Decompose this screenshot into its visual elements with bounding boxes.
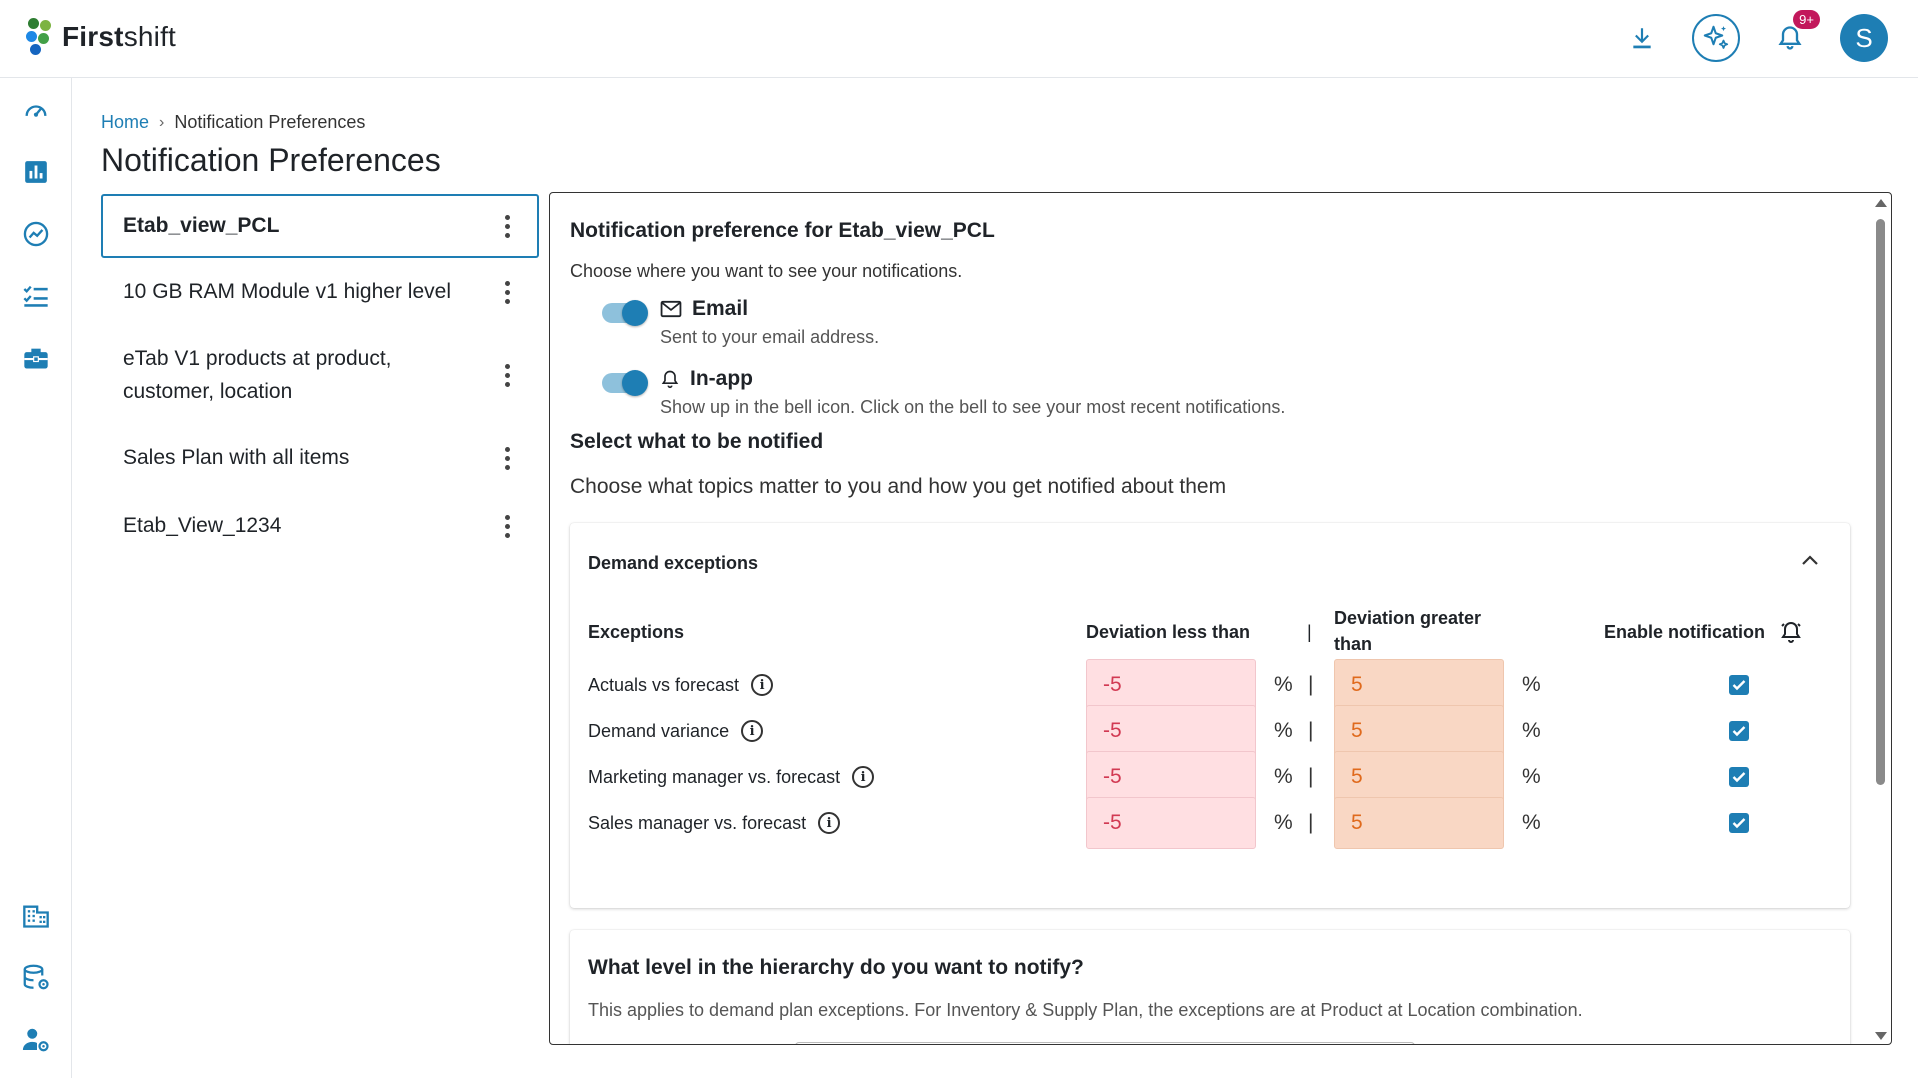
exception-row [570,659,1850,711]
nav-portfolio[interactable] [18,340,54,376]
view-item-label: Etab_View_1234 [123,514,282,537]
percent-label: % [1522,719,1541,742]
info-icon[interactable]: i [852,766,874,788]
exception-row [570,705,1850,757]
briefcase-icon [22,344,50,372]
chevron-up-icon [1800,553,1820,567]
bar-chart-icon [23,159,49,185]
checklist-icon [22,282,50,310]
enable-notification-checkbox[interactable] [1729,767,1749,787]
exception-label: Marketing manager vs. forecast [588,766,841,787]
top-bar [0,0,1918,78]
firstshift-logo[interactable] [26,16,176,58]
inapp-toggle[interactable] [602,373,646,393]
preferences-title: Notification preference for Etab_view_PCL [570,219,995,242]
left-nav-rail [0,78,72,1078]
enable-notification-header: Enable notification [1604,619,1803,645]
page-title: Notification Preferences [101,142,441,178]
view-item[interactable] [101,424,539,492]
percent-label: % [1274,719,1293,742]
more-options-icon[interactable] [497,515,517,538]
scroll-down-arrow-icon[interactable] [1875,1032,1887,1040]
channel-description: Choose where you want to see your notifications. [570,261,963,281]
divider: | [1308,811,1314,834]
more-options-icon[interactable] [497,215,517,238]
logo-mark-icon [26,16,56,58]
email-label: Email [692,297,749,320]
deviation-less-input[interactable]: -5 [1086,659,1256,711]
more-options-icon[interactable] [497,364,517,387]
inapp-channel [602,367,1285,418]
sparkles-icon [1701,23,1731,53]
inapp-description: Show up in the bell icon. Click on the bell to see your most recent notifications. [660,397,1286,417]
demand-exceptions-title: Demand exceptions [588,553,759,573]
view-item-label: eTab V1 products at product, customer, location [123,347,392,403]
download-icon [1629,25,1655,51]
breadcrumb-current: Notification Preferences [174,112,366,132]
notification-count-badge: 9+ [1793,10,1820,29]
deviation-greater-input[interactable]: 5 [1334,797,1504,849]
more-options-icon[interactable] [497,447,517,470]
notifications-button[interactable] [1766,14,1814,62]
deviation-greater-input[interactable]: 5 [1334,659,1504,711]
demand-exceptions-card [570,523,1850,908]
hierarchy-card [570,930,1850,1045]
select-notified-title: Select what to be notified [570,430,824,453]
bell-icon [660,368,680,390]
enable-notification-checkbox[interactable] [1729,675,1749,695]
view-item[interactable] [101,258,539,326]
collapse-button[interactable] [1800,553,1820,572]
enable-notification-checkbox[interactable] [1729,813,1749,833]
speedometer-icon [22,96,50,124]
percent-label: % [1522,811,1541,834]
more-options-icon[interactable] [497,281,517,304]
email-channel [602,297,879,348]
exception-label: Sales manager vs. forecast [588,812,807,833]
email-toggle[interactable] [602,303,646,323]
divider: | [1308,765,1314,788]
breadcrumb [101,112,365,133]
info-icon[interactable]: i [818,812,840,834]
download-button[interactable] [1618,14,1666,62]
breadcrumb-home-link[interactable]: Home [101,112,150,132]
deviation-less-input[interactable]: -5 [1086,705,1256,757]
view-item-label: Sales Plan with all items [123,446,350,469]
view-item[interactable] [101,194,539,258]
view-item[interactable] [101,326,539,424]
exception-row [570,751,1850,803]
info-icon[interactable]: i [741,720,763,742]
panel-scrollbar[interactable] [1869,193,1891,1045]
view-item[interactable] [101,492,539,560]
inapp-label: In-app [690,367,753,390]
select-notified-description: Choose what topics matter to you and how you get notified about them [570,475,1227,498]
building-icon [22,902,50,930]
exceptions-column-header: Exceptions [588,622,685,642]
hierarchy-level-select[interactable] [795,1042,1415,1045]
view-item-label: Etab_view_PCL [123,214,280,237]
view-item-label: 10 GB RAM Module v1 higher level [123,280,451,303]
mail-icon [660,300,682,318]
nav-organization[interactable] [18,898,54,934]
deviation-greater-input[interactable]: 5 [1334,751,1504,803]
breadcrumb-separator: › [159,113,165,131]
nav-tasks[interactable] [18,278,54,314]
database-settings-icon [21,963,51,993]
trend-icon [22,220,50,248]
preferences-panel [549,192,1892,1045]
percent-label: % [1522,673,1541,696]
percent-label: % [1274,765,1293,788]
deviation-less-input[interactable]: -5 [1086,797,1256,849]
exception-label: Demand variance [588,720,730,741]
deviation-less-header: Deviation less than [1086,622,1251,642]
divider: | [1308,673,1314,696]
exception-row [570,797,1850,849]
nav-dashboard[interactable] [18,92,54,128]
deviation-less-input[interactable]: -5 [1086,751,1256,803]
exception-label: Actuals vs forecast [588,674,740,695]
deviation-greater-input[interactable]: 5 [1334,705,1504,757]
hierarchy-title: What level in the hierarchy do you want to notify? [588,956,1084,979]
user-avatar[interactable]: S [1840,14,1888,62]
enable-notification-checkbox[interactable] [1729,721,1749,741]
bell-ring-icon [1779,620,1803,644]
percent-label: % [1274,673,1293,696]
email-description: Sent to your email address. [660,327,880,347]
scroll-up-arrow-icon[interactable] [1875,199,1887,207]
info-icon[interactable]: i [751,674,773,696]
nav-analytics[interactable] [18,216,54,252]
nav-user-settings[interactable] [18,1022,54,1058]
scroll-thumb[interactable] [1876,219,1885,785]
percent-label: % [1522,765,1541,788]
nav-reports[interactable] [18,154,54,190]
user-settings-icon [21,1025,51,1055]
nav-data-settings[interactable] [18,960,54,996]
hierarchy-description: This applies to demand plan exceptions. For Inventory & Supply Plan, the exceptions are at Product at Location combination. [588,1000,1583,1020]
logo-text: Firstshift [62,21,177,52]
header-divider: | [1307,622,1312,642]
percent-label: % [1274,811,1293,834]
view-list [101,194,539,560]
ai-assistant-button[interactable] [1692,14,1740,62]
divider: | [1308,719,1314,742]
deviation-greater-header: Deviation greater than [1334,608,1482,654]
